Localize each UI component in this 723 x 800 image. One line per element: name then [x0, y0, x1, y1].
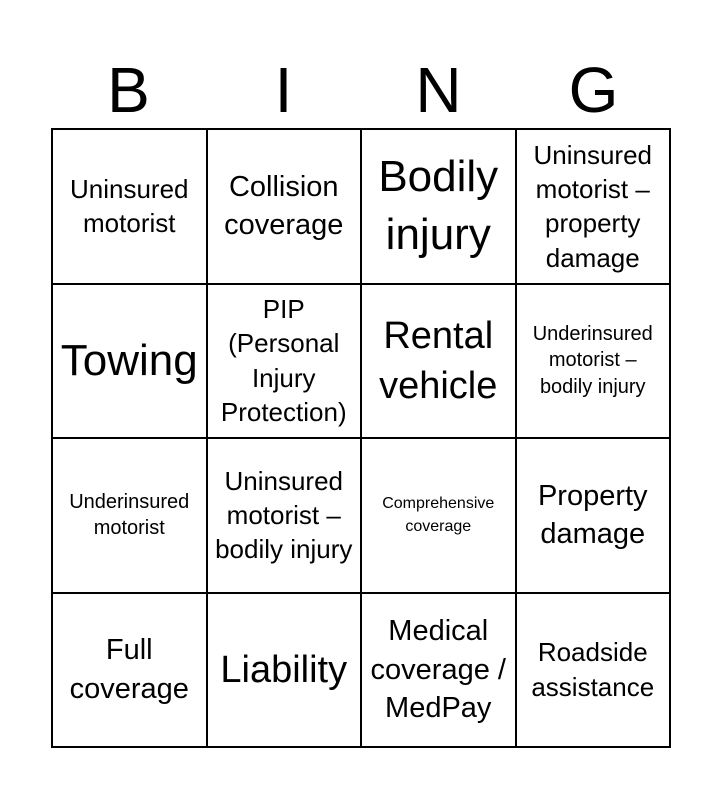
bingo-cell[interactable]	[53, 285, 208, 440]
bingo-cell[interactable]	[517, 439, 672, 594]
header-letter-i: I	[274, 54, 293, 126]
cell-text: Medical coverage / MedPay	[370, 615, 506, 724]
bingo-cell[interactable]	[208, 594, 363, 749]
cell-text: PIP (Personal Injury Protection)	[220, 294, 347, 428]
bingo-cell[interactable]	[208, 439, 363, 594]
cell-text: Uninsured motorist – bodily injury	[215, 465, 353, 565]
cell-text: Uninsured motorist	[69, 173, 189, 239]
bingo-cell[interactable]	[53, 439, 208, 594]
cell-text: Comprehensive coverage	[382, 494, 495, 536]
bingo-cell[interactable]	[362, 439, 517, 594]
bingo-card	[51, 128, 671, 748]
cell-text: Underinsured motorist – bodily injury	[532, 322, 653, 399]
bingo-cell[interactable]	[53, 130, 208, 285]
cell-text: Roadside assistance	[531, 637, 655, 702]
cell-text: Property damage	[537, 479, 648, 551]
cell-text: Full coverage	[69, 634, 189, 705]
bingo-cell[interactable]	[517, 130, 672, 285]
bingo-cell[interactable]	[53, 594, 208, 749]
bingo-cell[interactable]	[517, 594, 672, 749]
cell-text: Uninsured motorist – property damage	[533, 139, 652, 273]
cell-text: Underinsured motorist	[69, 490, 190, 540]
bingo-cell[interactable]	[517, 285, 672, 440]
cell-text: Liability	[220, 648, 348, 691]
cell-text: Collision coverage	[224, 170, 344, 242]
bingo-cell[interactable]	[362, 130, 517, 285]
cell-text: Towing	[60, 335, 198, 385]
header-letter-b: B	[107, 54, 150, 126]
cell-text: Bodily injury	[378, 152, 499, 260]
bingo-cell[interactable]	[208, 285, 363, 440]
bingo-cell[interactable]	[362, 594, 517, 749]
bingo-header	[51, 52, 671, 128]
header-letter-g: G	[568, 54, 619, 126]
cell-text: Rental vehicle	[379, 314, 498, 407]
bingo-cell[interactable]	[208, 130, 363, 285]
header-letter-n: N	[415, 54, 462, 126]
bingo-cell[interactable]	[362, 285, 517, 440]
